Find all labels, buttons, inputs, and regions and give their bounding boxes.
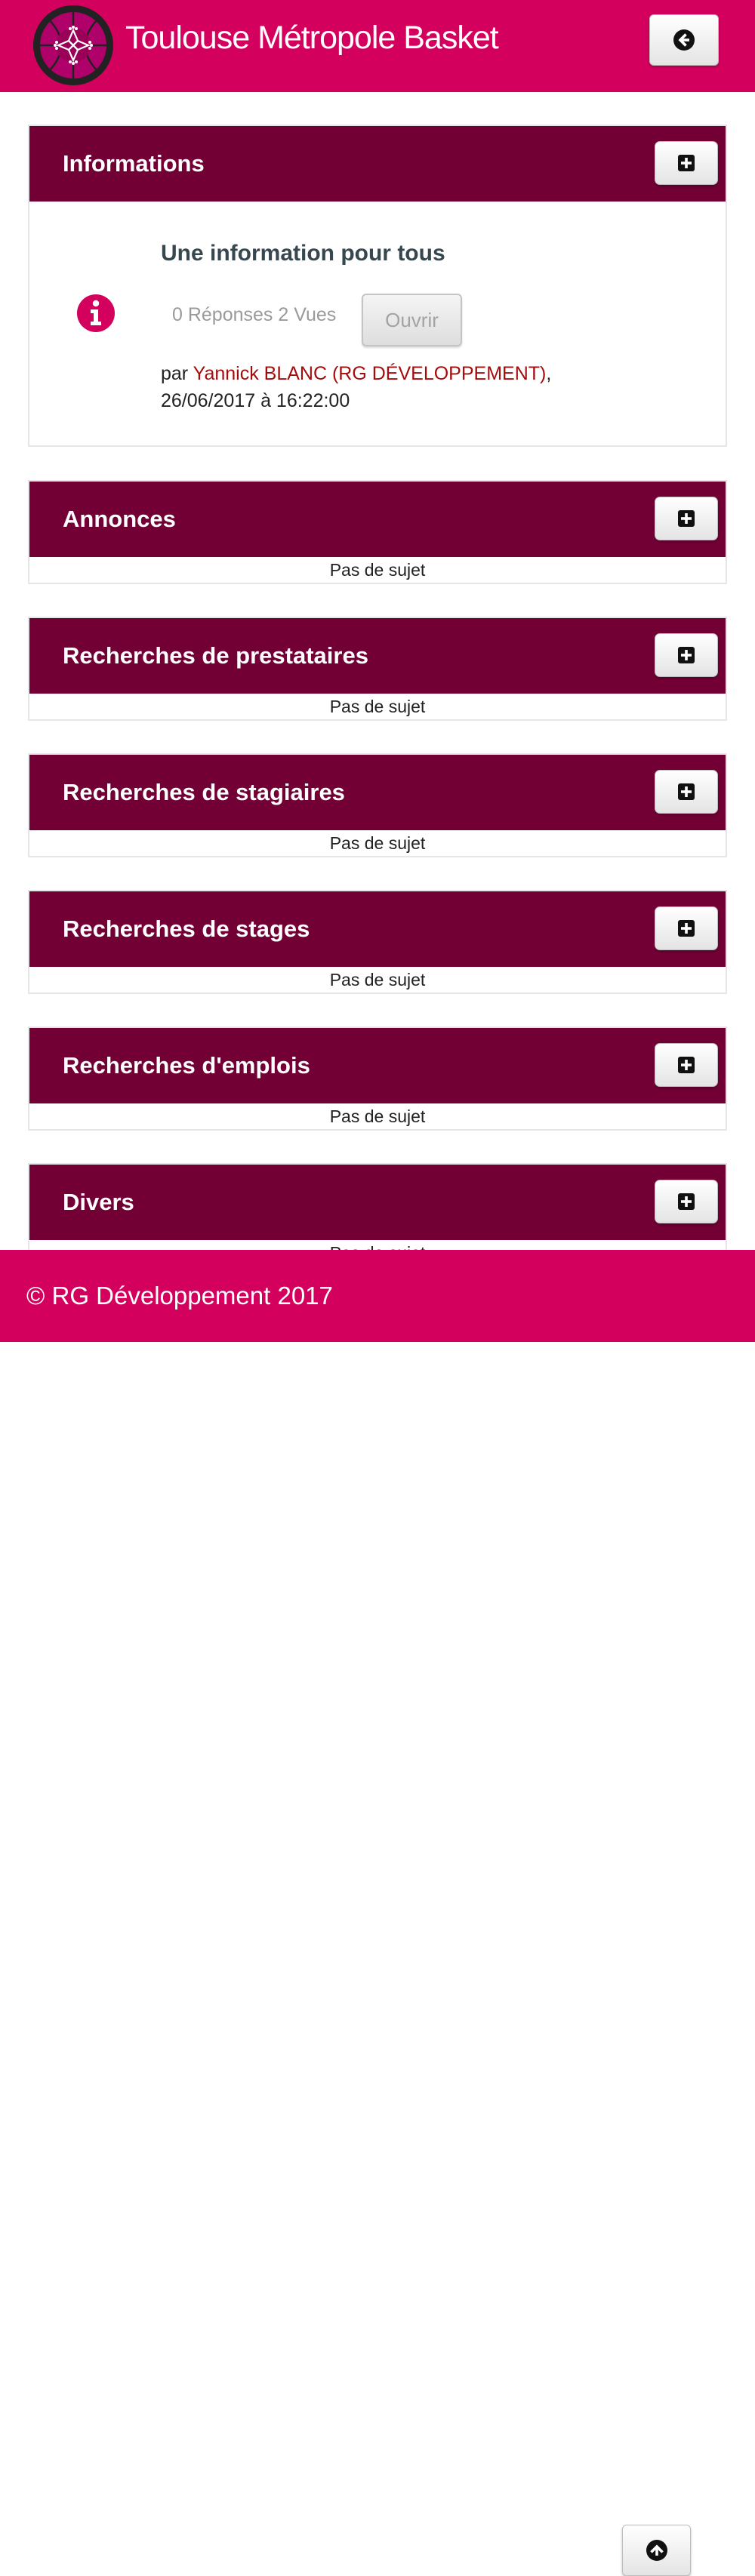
arrow-left-circle-icon <box>673 29 695 51</box>
section-informations <box>28 125 727 447</box>
plus-square-icon <box>678 920 695 937</box>
app-header <box>0 0 755 92</box>
open-topic-button[interactable]: Ouvrir <box>362 294 462 346</box>
empty-message: Pas de sujet <box>329 697 426 716</box>
section-title: Annonces <box>63 506 176 532</box>
by-label: par <box>161 363 189 384</box>
section-stages <box>28 890 727 994</box>
section-title: Divers <box>63 1189 134 1215</box>
section-prestataires <box>28 617 727 721</box>
scroll-top-button[interactable] <box>622 2525 691 2576</box>
plus-square-icon <box>678 647 695 663</box>
author-link[interactable]: Yannick BLANC (RG DÉVELOPPEMENT) <box>193 363 547 384</box>
back-button[interactable] <box>649 14 719 66</box>
add-topic-button[interactable] <box>655 770 718 814</box>
add-topic-button[interactable] <box>655 1180 718 1223</box>
forum-content <box>0 92 755 1250</box>
replies-count: 0 Réponses <box>172 304 273 325</box>
club-logo <box>31 3 116 88</box>
comma: , <box>546 363 552 384</box>
add-topic-button[interactable] <box>655 1043 718 1087</box>
app-footer <box>0 1250 755 1342</box>
empty-message: Pas de sujet <box>329 970 426 989</box>
section-title: Recherches d'emplois <box>63 1052 310 1079</box>
section-header <box>29 1028 726 1103</box>
section-header <box>29 891 726 967</box>
views-count: 2 Vues <box>278 304 337 325</box>
topic-stats <box>172 304 336 326</box>
topic-date: 26/06/2017 à 16:22:00 <box>161 390 350 411</box>
section-emplois <box>28 1026 727 1131</box>
section-header <box>29 618 726 694</box>
add-topic-button[interactable] <box>655 633 718 677</box>
section-title: Informations <box>63 150 205 177</box>
topic-title[interactable]: Une information pour tous <box>161 241 445 266</box>
plus-square-icon <box>678 1193 695 1210</box>
empty-message: Pas de sujet <box>329 1106 426 1126</box>
topic-list <box>29 202 726 445</box>
app-title: Toulouse Métropole Basket <box>125 20 498 56</box>
arrow-up-circle-icon <box>646 2539 668 2562</box>
empty-message: Pas de sujet <box>329 833 426 853</box>
plus-square-icon <box>678 155 695 171</box>
section-stagiaires <box>28 753 727 857</box>
topic-meta <box>161 360 551 414</box>
section-title: Recherches de prestataires <box>63 642 368 669</box>
section-header <box>29 755 726 830</box>
plus-square-icon <box>678 510 695 527</box>
copyright-text: © RG Développement 2017 <box>26 1282 333 1310</box>
add-topic-button[interactable] <box>655 497 718 540</box>
plus-square-icon <box>678 1057 695 1073</box>
section-title: Recherches de stagiaires <box>63 779 345 805</box>
section-header <box>29 1165 726 1240</box>
section-annonces <box>28 480 727 584</box>
plus-square-icon <box>678 783 695 800</box>
section-header <box>29 482 726 557</box>
empty-message: Pas de sujet <box>329 560 426 580</box>
add-topic-button[interactable] <box>655 141 718 185</box>
section-title: Recherches de stages <box>63 916 310 942</box>
section-header <box>29 126 726 202</box>
add-topic-button[interactable] <box>655 906 718 950</box>
info-circle-icon <box>76 294 116 333</box>
